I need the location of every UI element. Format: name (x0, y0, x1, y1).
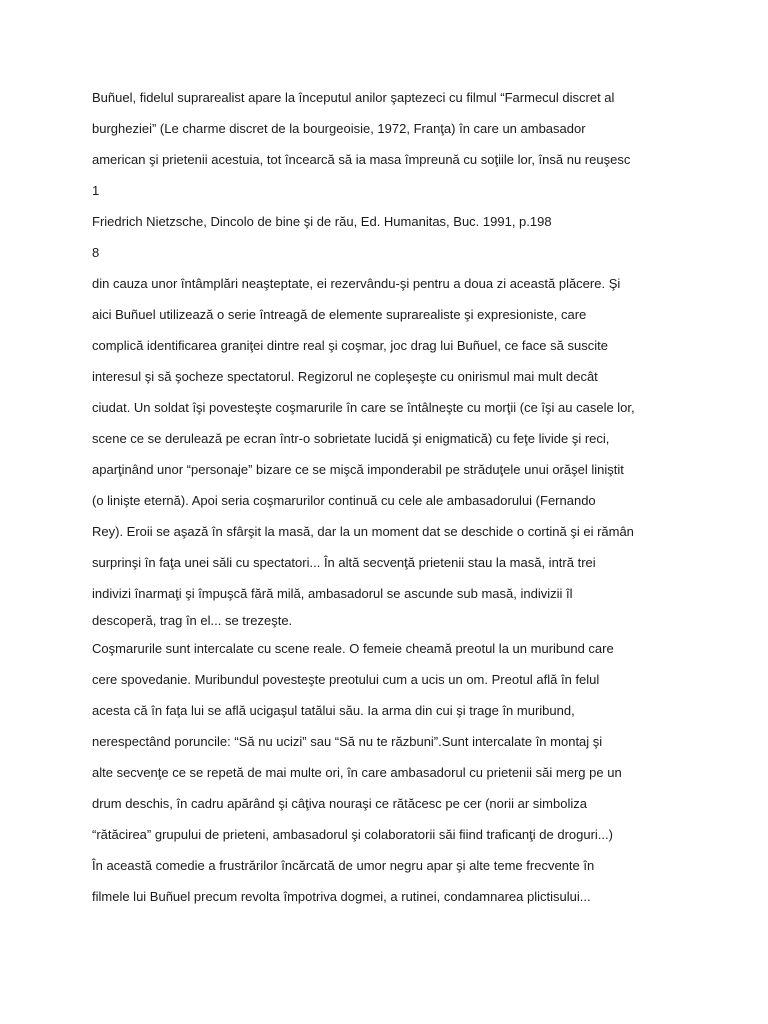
text-line: drum deschis, în cadru apărând şi câţiva nouraşi ce rătăcesc pe cer (norii ar simboliza (92, 796, 587, 811)
text-line: aparţinând unor “personaje” bizare ce se mişcă imponderabil pe străduţele unui orăşel liniştit (92, 462, 624, 477)
page-number: 8 (92, 245, 100, 260)
text-line: Rey). Eroii se aşază în sfârşit la masă, dar la un moment dat se deschide o cortină şi ei rămân (92, 524, 634, 539)
text-line: din cauza unor întâmplări neaşteptate, ei rezervându-şi pentru a doua zi această plăcere. Şi (92, 276, 621, 291)
text-line: scene ce se derulează pe ecran într-o sobrietate lucidă şi enigmatică) cu feţe livide şi reci, (92, 431, 610, 446)
text-line: complică identificarea graniţei dintre real şi coşmar, joc drag lui Buñuel, ce face să suscite (92, 338, 608, 353)
text-line: filmele lui Buñuel precum revolta împotriva dogmei, a rutinei, condamnarea plictisului... (92, 889, 591, 904)
text-line: nerespectând poruncile: “Să nu ucizi” sau “Să nu te răzbuni”.Sunt intercalate în montaj şi (92, 734, 603, 749)
text-line: “rătăcirea” grupului de prieteni, ambasadorul şi colaboratorii săi fiind traficanţi de droguri...) (92, 827, 613, 842)
text-line: american şi prietenii acestuia, tot încearcă să ia masa împreună cu soţiile lor, însă nu reuşesc (92, 152, 631, 167)
text-line: indivizi înarmaţi şi împuşcă fără milă, ambasadorul se ascunde sub masă, indivizii îl (92, 586, 573, 601)
footnote-number: 1 (92, 183, 100, 198)
text-line: Coşmarurile sunt intercalate cu scene reale. O femeie cheamă preotul la un muribund care (92, 641, 614, 656)
text-line: Buñuel, fidelul suprarealist apare la începutul anilor şaptezeci cu filmul “Farmecul discret al (92, 90, 615, 105)
text-line: alte secvenţe ce se repetă de mai multe ori, în care ambasadorul cu prietenii săi merg pe un (92, 765, 622, 780)
text-line: ciudat. Un soldat îşi povesteşte coşmarurile în care se întâlneşte cu morţii (ce îşi au casele lor, (92, 400, 635, 415)
text-line: interesul şi să şocheze spectatorul. Regizorul ne copleşeşte cu onirismul mai mult decât (92, 369, 598, 384)
text-line: aici Buñuel utilizează o serie întreagă de elemente suprarealiste şi expresioniste, care (92, 307, 587, 322)
text-line: descoperă, trag în el... se trezeşte. (92, 613, 293, 628)
footnote-text: Friedrich Nietzsche, Dincolo de bine şi de rău, Ed. Humanitas, Buc. 1991, p.198 (92, 214, 552, 229)
text-line: În această comedie a frustrărilor încărcată de umor negru apar şi alte teme frecvente în (92, 858, 595, 873)
text-line: (o linişte eternă). Apoi seria coşmarurilor continuă cu cele ale ambasadorului (Fernando (92, 493, 596, 508)
body-text (92, 82, 692, 912)
text-line: cere spovedanie. Muribundul povesteşte preotului cum a ucis un om. Preotul află în felul (92, 672, 600, 687)
text-line: acesta că în faţa lui se află ucigaşul tatălui său. Ia arma din cui şi trage în muribund, (92, 703, 575, 718)
text-line: surprinşi în faţa unei săli cu spectatori... În altă secvenţă prietenii stau la masă, intră trei (92, 555, 596, 570)
text-line: burgheziei” (Le charme discret de la bourgeoisie, 1972, Franţa) în care un ambasador (92, 121, 586, 136)
